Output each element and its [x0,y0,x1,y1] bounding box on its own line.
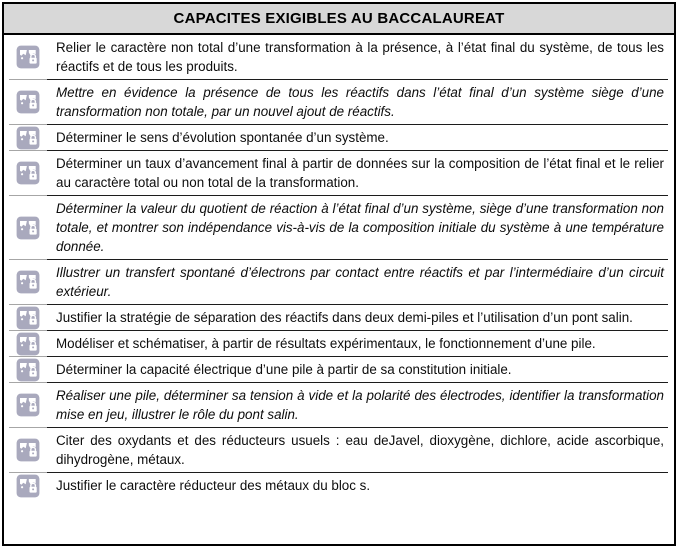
table-row [4,473,674,498]
capacity-text-content: Déterminer le sens d’évolution spontanée d’un système. [56,130,389,145]
capacity-text-content: Relier le caractère non total d’une transformation à la présence, à l’état final du système, de tous les réactifs et de tous les produits. [56,40,664,74]
table-row [4,196,674,260]
icon-cell [9,357,47,383]
capacity-text [47,428,668,473]
icon-cell [9,80,47,125]
icon-cell [9,35,47,80]
capacity-text [47,331,668,357]
table-row [4,357,674,383]
capacity-text-content: Déterminer la capacité électrique d’une pile à partir de sa constitution initiale. [56,362,512,377]
locked-image-placeholder-icon [16,438,40,462]
table-header [4,4,674,35]
capacity-text-content: Justifier le caractère réducteur des métaux du bloc s. [56,478,371,493]
table-row [4,35,674,80]
locked-image-placeholder-icon [16,126,40,150]
locked-image-placeholder-icon [16,216,40,240]
capacity-text [47,260,668,305]
table-row [4,260,674,305]
locked-image-placeholder-icon [16,270,40,294]
capacity-text-content: Mettre en évidence la présence de tous les réactifs dans l’état final d’un système siège d’une transformation non totale, par un nouvel ajout de réactifs. [56,85,664,119]
icon-cell [9,428,47,473]
icon-cell [9,473,47,498]
locked-image-placeholder-icon [16,90,40,114]
table-row [4,125,674,151]
locked-image-placeholder-icon [16,45,40,69]
capacities-table [2,2,676,546]
capacity-text [47,125,668,151]
icon-cell [9,331,47,357]
icon-cell [9,260,47,305]
capacity-text-content: Réaliser une pile, déterminer sa tension à vide et la polarité des électrodes, identifier la transformation mise en jeu, illustrer le rôle du pont salin. [56,388,664,422]
capacity-text-content: Modéliser et schématiser, à partir de résultats expérimentaux, le fonctionnement d’une pile. [56,336,596,351]
table-row [4,331,674,357]
icon-cell [9,305,47,331]
table-title: CAPACITES EXIGIBLES AU BACCALAUREAT [173,10,505,27]
capacity-text [47,80,668,125]
table-row [4,383,674,428]
locked-image-placeholder-icon [16,474,40,498]
capacity-text-content: Citer des oxydants et des réducteurs usuels : eau deJavel, dioxygène, dichlore, acide ascorbique, dihydrogène, métaux. [56,433,664,467]
capacity-text [47,473,668,498]
table-row [4,151,674,196]
capacity-text [47,196,668,260]
locked-image-placeholder-icon [16,161,40,185]
locked-image-placeholder-icon [16,393,40,417]
capacity-text [47,35,668,80]
capacity-text-content: Illustrer un transfert spontané d’électrons par contact entre réactifs et par l’intermédiaire d’un circuit extérieur. [56,265,664,299]
locked-image-placeholder-icon [16,358,40,382]
capacity-text-content: Déterminer la valeur du quotient de réaction à l’état final d’un système, siège d’une transformation non totale, et montrer son indépendance vis-à-vis de la composition initiale du système à une température donnée. [56,201,664,254]
locked-image-placeholder-icon [16,332,40,356]
table-row [4,428,674,473]
capacity-text [47,151,668,196]
table-row [4,305,674,331]
icon-cell [9,151,47,196]
capacity-text [47,305,668,331]
capacity-text [47,383,668,428]
icon-cell [9,196,47,260]
capacity-text-content: Déterminer un taux d’avancement final à partir de données sur la composition de l’état final et le relier au caractère total ou non total de la transformation. [56,156,664,190]
table-row [4,80,674,125]
icon-cell [9,383,47,428]
capacity-text [47,357,668,383]
capacity-text-content: Justifier la stratégie de séparation des réactifs dans deux demi-piles et l’utilisation d’un pont salin. [56,310,633,325]
icon-cell [9,125,47,151]
locked-image-placeholder-icon [16,306,40,330]
